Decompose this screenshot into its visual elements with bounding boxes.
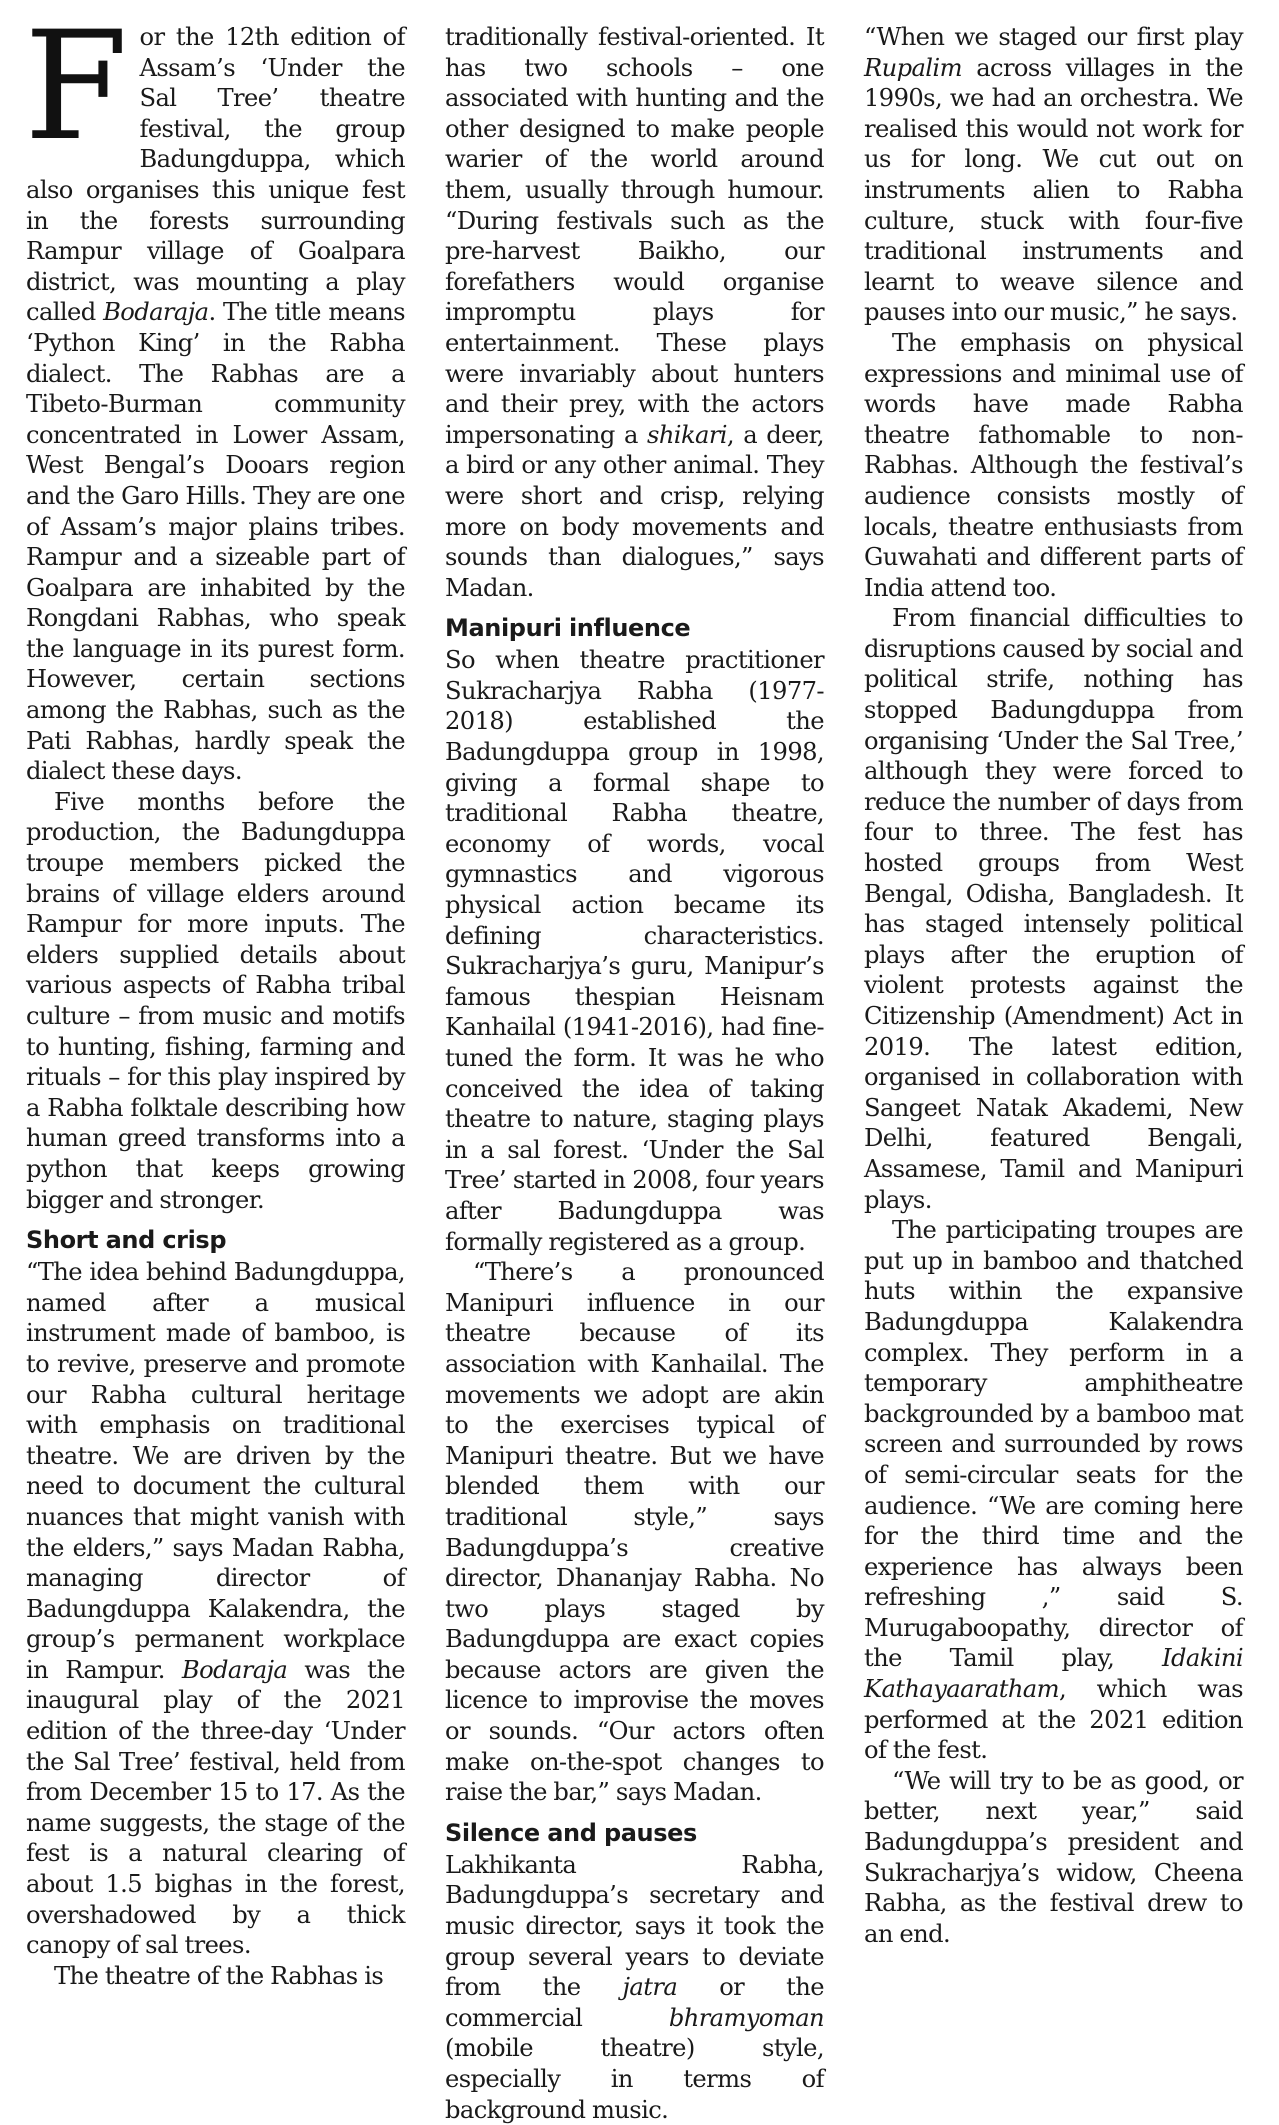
paragraph: The emphasis on physical expressions and minimal use of words have made Rabha theatre fathomable to non-Rabhas. Although the festival’s audience consists mostly of locals, theatre enthusiasts from Guwahati and different parts of India attend too.	[864, 328, 1243, 602]
italic-term: shikari	[647, 420, 727, 449]
play-title: Bodaraja	[103, 298, 209, 327]
play-title: Idakini Kathayaaratham	[864, 1644, 1243, 1704]
paragraph: The theatre of the Rabhas is	[54, 1961, 384, 1990]
play-title: Rupalim	[864, 53, 962, 82]
article-column-2	[445, 22, 825, 2124]
paragraph: So when theatre practitioner Sukracharjya Rabha (1977-2018) established the Badungduppa group in 1998, giving a formal shape to traditional Rabha theatre, economy of words, vocal gymnastics and vigorous physical action became its defining characteristics. Sukracharjya’s guru, Manipur’s famous thespian Heisnam Kanhailal (1941-2016), had fine-tuned the form. It was he who conceived the idea of taking theatre to nature, staging plays in a sal forest. ‘Under the Sal Tree’ started in 2008, four years after Badungduppa was formally registered as a group.	[445, 646, 824, 1256]
paragraph: traditionally festival-oriented. It has two schools – one associated with hunting and the other designed to make people warier of the world around them, usually through humour. “During festivals such as the pre-harvest Baikho, our forefathers would organise impromptu plays for entertainment. These plays were invariably about hunters and their prey, with the actors impersonating a shikari, a deer, a bird or any other animal. They were short and crisp, relying more on body movements and sounds than dialogues,” says Madan.	[445, 23, 825, 602]
play-title: Bodaraja	[181, 1655, 288, 1684]
paragraph: From financial difficulties to disruptions caused by social and political strife, nothing has stopped Badungduppa from organising ‘Under the Sal Tree,’ although they were forced to reduce the number of days from four to three. The fest has hosted groups from West Bengal, Odisha, Bangladesh. It has staged intensely political plays after the eruption of violent protests against the Citizenship (Amendment) Act in 2019. The latest edition, organised in collaboration with Sangeet Natak Akademi, New Delhi, featured Bengali, Assamese, Tamil and Manipuri plays.	[864, 604, 1243, 1214]
paragraph: “We will try to be as good, or better, next year,” said Badungduppa’s president and Sukracharjya’s widow, Cheena Rabha, as the festival drew to an end.	[864, 1766, 1243, 1948]
paragraph: “The idea behind Badungduppa, named after a musical instrument made of bamboo, is to revive, preserve and promote our Rabha cultural heritage with emphasis on traditional theatre. We are driven by the need to document the cultural nuances that might vanish with the elders,” says Madan Rabha, managing director of Badungduppa Kalakendra, the group’s permanent workplace in Rampur. Bodaraja was the inaugural play of the 2021 edition of the three-day ‘Under the Sal Tree’ festival, held from from December 15 to 17. As the name suggests, the stage of the fest is a natural clearing of about 1.5 bighas in the forest, overshadowed by a thick canopy of sal trees.	[26, 1258, 405, 1960]
paragraph: The participating troupes are put up in bamboo and thatched huts within the expansive Badungduppa Kalakendra complex. They perform in a temporary amphitheatre backgrounded by a bamboo mat screen and surrounded by rows of semi-circular seats for the audience. “We are coming here for the third time and the experience has always been refreshing ,” said S. Murugaboopathy, director of the Tamil play, Idakini Kathayaaratham, which was performed at the 2021 edition of the fest.	[864, 1216, 1243, 1765]
paragraph: For the 12th edition of Assam’s ‘Under the Sal Tree’ theatre festival, the group Badungduppa, which also organises this unique fest in the forests surrounding Rampur village of Goalpara district, was mounting a play called Bodaraja. The title means ‘Python King’ in the Rabha dialect. The Rabhas are a Tibeto-Burman community concentrated in Lower Assam, West Bengal’s Dooars region and the Garo Hills. They are one of Assam’s major plains tribes. Rampur and a sizeable part of Goalpara are inhabited by the Rongdani Rabhas, who speak the language in its purest form. However, certain sections among the Rabhas, such as the Pati Rabhas, hardly speak the dialect these days.	[24, 0, 405, 786]
paragraph: “When we staged our first play Rupalim across villages in the 1990s, we had an orchestra. We realised this would not work for us for long. We cut out on instruments alien to Rabha culture, stuck with four-five traditional instruments and learnt to weave silence and pauses into our music,” he says.	[864, 23, 1243, 327]
section-heading: Silence and pauses	[445, 1818, 697, 1847]
drop-cap: F	[24, 0, 128, 174]
section-heading: Short and crisp	[26, 1226, 227, 1255]
article-column-3	[864, 22, 1243, 1958]
article-column-1	[24, 0, 405, 1990]
italic-term: jatra	[622, 1973, 678, 2002]
paragraph: Lakhikanta Rabha, Badungduppa’s secretary and music director, says it took the group several years to deviate from the jatra or the commercial bhramyoman (mobile theatre) style, especially in terms of background music.	[445, 1850, 824, 2124]
paragraph: “There’s a pronounced Manipuri influence in our theatre because of its association with Kanhailal. The movements we adopt are akin to the exercises typical of Manipuri theatre. But we have blended them with our traditional style,” says Badungduppa’s creative director, Dhananjay Rabha. No two plays staged by Badungduppa are exact copies because actors are given the licence to improvise the moves or sounds. “Our actors often make on-the-spot changes to raise the bar,” says Madan.	[445, 1258, 824, 1807]
section-heading: Manipuri influence	[445, 614, 691, 643]
italic-term: bhramyoman	[668, 2003, 824, 2032]
paragraph: Five months before the production, the Badungduppa troupe members picked the brains of village elders around Rampur for more inputs. The elders supplied details about various aspects of Rabha tribal culture – from music and motifs to hunting, fishing, farming and rituals – for this play inspired by a Rabha folktale describing how human greed transforms into a python that keeps growing bigger and stronger.	[26, 787, 405, 1214]
